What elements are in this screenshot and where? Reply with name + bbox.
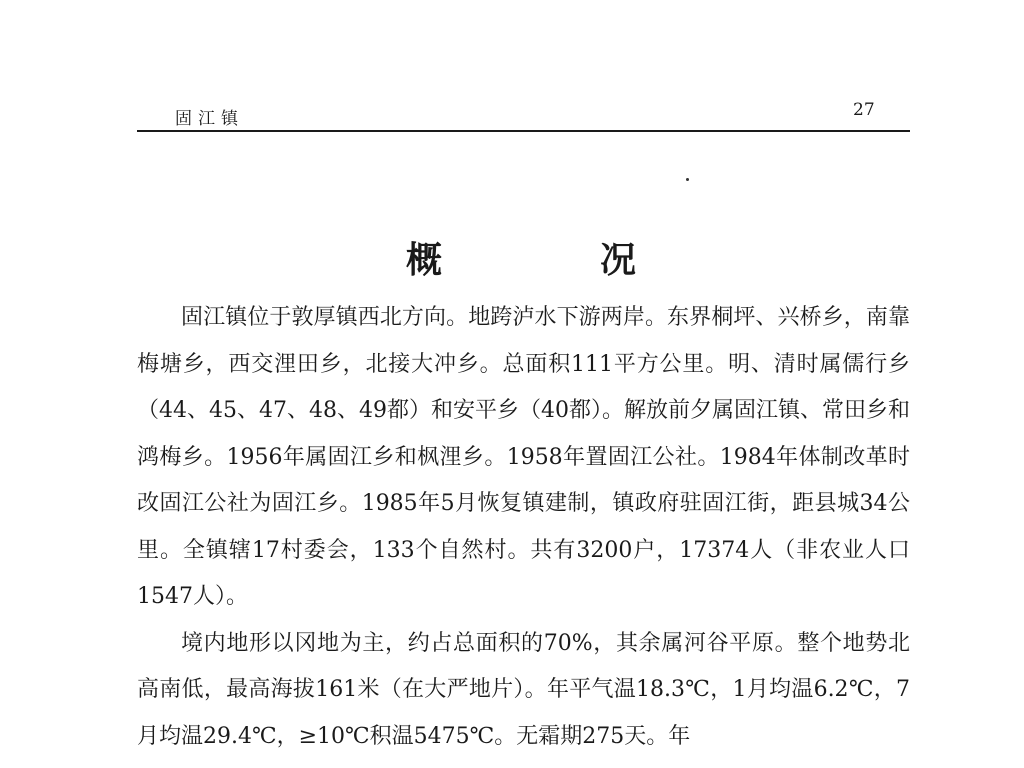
print-speck: [686, 178, 689, 181]
running-head-title: 固江镇: [175, 109, 244, 129]
article-title-part1: 概: [406, 239, 443, 281]
page-number: 27: [853, 100, 875, 120]
article-title-part2: 况: [600, 239, 637, 281]
paragraph: 固江镇位于敦厚镇西北方向。地跨泸水下游两岸。东界桐坪、兴桥乡，南靠梅塘乡，西交浬田乡，北接大冲乡。总面积111平方公里。明、清时属儒行乡（44、45、47、48、49都）和安平乡（40都）。解放前夕属固江镇、常田乡和鸿梅乡。1956年属固江乡和枫浬乡。1958年置固江公社。1984年体制改革时改固江公社为固江乡。1985年5月恢复镇建制，镇政府驻固江街，距县城34公里。全镇辖17村委会，133个自然村。共有3200户，17374人（非农业人口1547人）。: [137, 305, 910, 609]
article-body: [137, 295, 910, 760]
paragraph: 境内地形以冈地为主，约占总面积的70%，其余属河谷平原。整个地势北高南低，最高海拔161米（在大严地片）。年平气温18.3℃，1月均温6.2℃，7月均温29.4℃，≥10℃积温5475℃。无霜期275天。年: [137, 630, 910, 749]
header-rule: [137, 130, 910, 132]
